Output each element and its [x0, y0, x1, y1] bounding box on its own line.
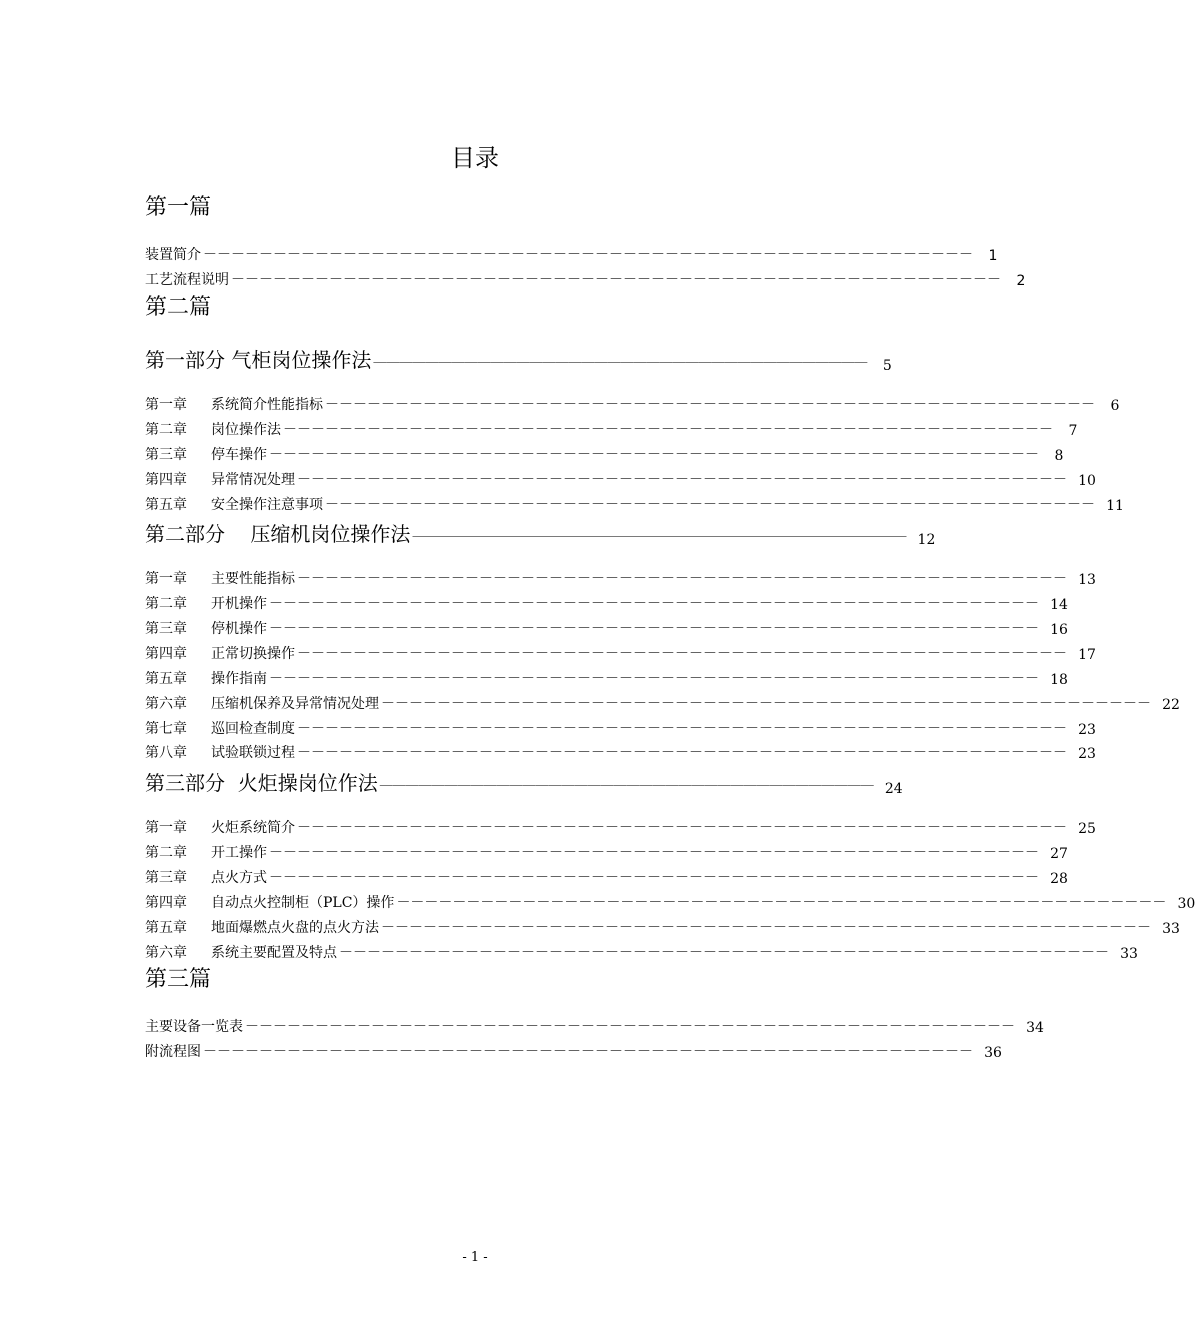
chapter-page: 28: [1050, 871, 1068, 887]
chapter-label: 系统主要配置及特点: [211, 945, 337, 961]
section-entry[interactable]: [145, 767, 903, 797]
chapter-page: 33: [1162, 921, 1180, 937]
chapter-label: 自动点火控制柜（PLC）操作: [211, 895, 395, 911]
dot-leader: －－－－－－－－－－－－－－－－－－－－－－－－－－－－－－－－－－－－－－－－－－－－－－－－－－－－－－－: [283, 422, 1053, 438]
dot-leader: －－－－－－－－－－－－－－－－－－－－－－－－－－－－－－－－－－－－－－－－－－－－－－－－－－－－－－－: [269, 870, 1039, 886]
section-title: 第一部分 气柜岗位操作法: [145, 348, 372, 372]
chapter-number: 第四章: [145, 646, 187, 662]
dot-leader: －－－－－－－－－－－－－－－－－－－－－－－－－－－－－－－－－－－－－－－－－－－－－－－－－－－－－－－: [297, 472, 1067, 488]
chapter-page: 11: [1106, 498, 1124, 514]
chapter-label: 正常切换操作: [211, 646, 295, 662]
chapter-page: 27: [1050, 846, 1068, 862]
chapter-number: 第一章: [145, 397, 187, 413]
dot-leader: －－－－－－－－－－－－－－－－－－－－－－－－－－－－－－－－－－－－－－－－－－－－－－－－－－－－－－－: [269, 671, 1039, 687]
dot-leader: －－－－－－－－－－－－－－－－－－－－－－－－－－－－－－－－－－－－－－－－－－－－－－－－－－－－－－－: [297, 646, 1067, 662]
chapter-number: 第二章: [145, 596, 187, 612]
chapter-page: 10: [1078, 473, 1096, 489]
chapter-page: 18: [1050, 672, 1068, 688]
section-page: 24: [884, 781, 903, 797]
chapter-entry[interactable]: [145, 415, 1078, 439]
chapter-entry[interactable]: [145, 888, 1196, 912]
dot-leader: －－－－－－－－－－－－－－－－－－－－－－－－－－－－－－－－－－－－－－－－－－－－－－－－－－－－－－－: [297, 721, 1067, 737]
chapter-number: 第二章: [145, 845, 187, 861]
chapter-page: 7: [1068, 423, 1078, 439]
toc-entry-page: 34: [1026, 1020, 1044, 1036]
chapter-label: 开工操作: [211, 845, 267, 861]
chapter-number: 第七章: [145, 721, 187, 737]
dot-leader: －－－－－－－－－－－－－－－－－－－－－－－－－－－－－－－－－－－－－－－－－－－－－－－－－－－－－－－: [297, 820, 1067, 836]
section-entry[interactable]: [145, 344, 892, 374]
dot-leader: －－－－－－－－－－－－－－－－－－－－－－－－－－－－－－－－－－－－－－－－－－－－－－－－－－－－－－－: [269, 845, 1039, 861]
chapter-label: 停机操作: [211, 621, 267, 637]
dot-leader: ＿＿＿＿＿＿＿＿＿＿＿＿＿＿＿＿＿＿＿＿＿＿＿＿＿＿＿＿＿＿＿＿＿＿＿＿＿＿: [373, 350, 868, 365]
dot-leader: ＿＿＿＿＿＿＿＿＿＿＿＿＿＿＿＿＿＿＿＿＿＿＿＿＿＿＿＿＿＿＿＿＿＿＿＿＿＿: [412, 524, 907, 539]
chapter-label: 地面爆燃点火盘的点火方法: [211, 920, 379, 936]
dot-leader: －－－－－－－－－－－－－－－－－－－－－－－－－－－－－－－－－－－－－－－－－－－－－－－－－－－－－－－: [231, 272, 1001, 288]
toc-entry-page: 2: [1016, 273, 1026, 289]
chapter-page: 22: [1162, 697, 1180, 713]
dot-leader: －－－－－－－－－－－－－－－－－－－－－－－－－－－－－－－－－－－－－－－－－－－－－－－－－－－－－－－: [325, 497, 1095, 513]
section-page: 12: [917, 532, 936, 548]
toc-entry[interactable]: [145, 240, 998, 264]
dot-leader: －－－－－－－－－－－－－－－－－－－－－－－－－－－－－－－－－－－－－－－－－－－－－－－－－－－－－－－: [325, 397, 1095, 413]
chapter-entry[interactable]: [145, 390, 1120, 414]
chapter-number: 第五章: [145, 671, 187, 687]
chapter-page: 33: [1120, 946, 1138, 962]
page-title: 目录: [451, 144, 499, 172]
section-title: 第三部分 火炬操岗位作法: [145, 771, 378, 795]
chapter-page: 25: [1078, 821, 1096, 837]
chapter-entry[interactable]: [145, 689, 1180, 713]
toc-entry[interactable]: [145, 1037, 1002, 1061]
chapter-label: 巡回检查制度: [211, 721, 295, 737]
chapter-number: 第四章: [145, 472, 187, 488]
chapter-entry[interactable]: [145, 440, 1064, 464]
chapter-label: 试验联锁过程: [211, 745, 295, 761]
dot-leader: －－－－－－－－－－－－－－－－－－－－－－－－－－－－－－－－－－－－－－－－－－－－－－－－－－－－－－－: [381, 696, 1151, 712]
chapter-label: 安全操作注意事项: [211, 497, 323, 513]
dot-leader: －－－－－－－－－－－－－－－－－－－－－－－－－－－－－－－－－－－－－－－－－－－－－－－－－－－－－－－: [381, 920, 1151, 936]
toc-entry-page: 1: [988, 248, 998, 264]
toc-entry-label: 装置简介: [145, 247, 201, 263]
chapter-entry[interactable]: [145, 614, 1068, 638]
page-number-footer: - 1 -: [462, 1250, 488, 1265]
chapter-page: 8: [1054, 448, 1064, 464]
chapter-number: 第五章: [145, 497, 187, 513]
chapter-number: 第三章: [145, 447, 187, 463]
chapter-number: 第六章: [145, 696, 187, 712]
chapter-label: 点火方式: [211, 870, 267, 886]
chapter-number: 第四章: [145, 895, 187, 911]
chapter-number: 第三章: [145, 621, 187, 637]
chapter-page: 13: [1078, 572, 1096, 588]
dot-leader: －－－－－－－－－－－－－－－－－－－－－－－－－－－－－－－－－－－－－－－－－－－－－－－－－－－－－－－: [297, 571, 1067, 587]
dot-leader: －－－－－－－－－－－－－－－－－－－－－－－－－－－－－－－－－－－－－－－－－－－－－－－－－－－－－－－: [203, 1044, 973, 1060]
chapter-page: 23: [1078, 722, 1096, 738]
chapter-label: 操作指南: [211, 671, 267, 687]
chapter-label: 异常情况处理: [211, 472, 295, 488]
toc-entry-label: 附流程图: [145, 1044, 201, 1060]
dot-leader: －－－－－－－－－－－－－－－－－－－－－－－－－－－－－－－－－－－－－－－－－－－－－－－－－－－－－－－: [203, 247, 973, 263]
chapter-entry[interactable]: [145, 913, 1180, 937]
dot-leader: －－－－－－－－－－－－－－－－－－－－－－－－－－－－－－－－－－－－－－－－－－－－－－－－－－－－－－－: [245, 1019, 1015, 1035]
part-heading-2: 第二篇: [145, 295, 212, 320]
chapter-label: 火炬系统简介: [211, 820, 295, 836]
dot-leader: ＿＿＿＿＿＿＿＿＿＿＿＿＿＿＿＿＿＿＿＿＿＿＿＿＿＿＿＿＿＿＿＿＿＿＿＿＿＿: [379, 773, 874, 788]
chapter-label: 岗位操作法: [211, 422, 281, 438]
section-title: 第二部分 压缩机岗位操作法: [145, 522, 411, 546]
chapter-page: 16: [1050, 622, 1068, 638]
chapter-entry[interactable]: [145, 863, 1068, 887]
chapter-entry[interactable]: [145, 465, 1096, 489]
dot-leader: －－－－－－－－－－－－－－－－－－－－－－－－－－－－－－－－－－－－－－－－－－－－－－－－－－－－－－－: [297, 745, 1067, 761]
chapter-label: 系统简介性能指标: [211, 397, 323, 413]
part-heading-1: 第一篇: [145, 195, 212, 220]
chapter-page: 17: [1078, 647, 1096, 663]
dot-leader: －－－－－－－－－－－－－－－－－－－－－－－－－－－－－－－－－－－－－－－－－－－－－－－－－－－－－－－: [269, 621, 1039, 637]
chapter-label: 开机操作: [211, 596, 267, 612]
section-entry[interactable]: [145, 518, 936, 548]
chapter-number: 第五章: [145, 920, 187, 936]
chapter-entry[interactable]: [145, 664, 1068, 688]
chapter-label: 主要性能指标: [211, 571, 295, 587]
chapter-number: 第一章: [145, 820, 187, 836]
chapter-page: 14: [1050, 597, 1068, 613]
chapter-entry[interactable]: [145, 714, 1096, 738]
toc-entry-page: 36: [984, 1045, 1002, 1061]
part-heading-3: 第三篇: [145, 967, 212, 992]
toc-entry-label: 工艺流程说明: [145, 272, 229, 288]
chapter-page: 30: [1177, 896, 1196, 912]
chapter-label: 压缩机保养及异常情况处理: [211, 696, 379, 712]
dot-leader: －－－－－－－－－－－－－－－－－－－－－－－－－－－－－－－－－－－－－－－－－－－－－－－－－－－－－－－: [396, 895, 1167, 911]
chapter-number: 第六章: [145, 945, 187, 961]
chapter-entry[interactable]: [145, 564, 1096, 588]
chapter-label: 停车操作: [211, 447, 267, 463]
chapter-number: 第三章: [145, 870, 187, 886]
dot-leader: －－－－－－－－－－－－－－－－－－－－－－－－－－－－－－－－－－－－－－－－－－－－－－－－－－－－－－－: [269, 596, 1039, 612]
toc-entry-label: 主要设备一览表: [145, 1019, 243, 1035]
chapter-entry[interactable]: [145, 639, 1096, 663]
toc-entry[interactable]: [145, 1012, 1044, 1036]
chapter-number: 第一章: [145, 571, 187, 587]
toc-entry[interactable]: [145, 265, 1026, 289]
chapter-entry[interactable]: [145, 490, 1124, 514]
chapter-entry[interactable]: [145, 838, 1068, 862]
chapter-entry[interactable]: [145, 813, 1096, 837]
chapter-page: 6: [1110, 398, 1120, 414]
dot-leader: －－－－－－－－－－－－－－－－－－－－－－－－－－－－－－－－－－－－－－－－－－－－－－－－－－－－－－－: [269, 447, 1039, 463]
chapter-number: 第二章: [145, 422, 187, 438]
chapter-number: 第八章: [145, 745, 187, 761]
chapter-entry[interactable]: [145, 589, 1068, 613]
chapter-entry[interactable]: [145, 738, 1096, 762]
chapter-page: 23: [1078, 746, 1096, 762]
chapter-entry[interactable]: [145, 938, 1138, 962]
dot-leader: －－－－－－－－－－－－－－－－－－－－－－－－－－－－－－－－－－－－－－－－－－－－－－－－－－－－－－－: [339, 945, 1109, 961]
section-page: 5: [882, 358, 892, 374]
